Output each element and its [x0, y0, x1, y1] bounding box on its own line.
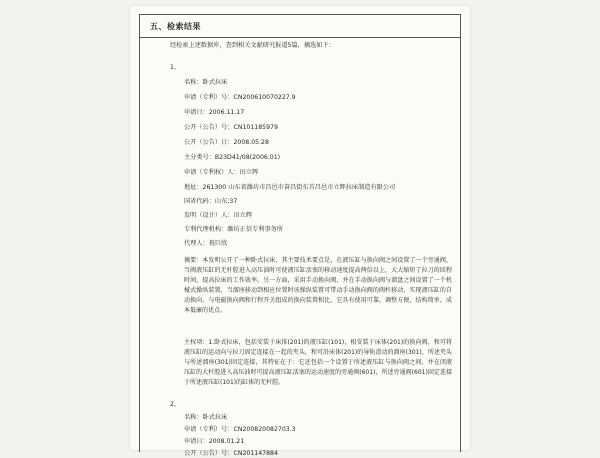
publication-number: 公开（公告）号：CN101185979 — [184, 124, 278, 131]
abstract-paragraph: 摘要：本发明公开了一种卧式拉床，其主要技术要点是，在液压缸与换向阀之间设置了一个旁通阀，当阀液压缸的无杆腔进入高压油时可使液压缸活塞的移动速度提高两倍以上，大大缩短了拉刀的回程时间，提高拉床的工作效率。另一方面，采用手动换向阀，并在手动换向阀与溜盘之间设置了一个机械式操纵装置，当溜座移动到相应位置时该操纵装置可带动手动换向阀的阀杆移动，实现液压缸的自动换向，与电磁换向阀和行程开关组成的换向装置相比，它具有使用可靠，调整方便，结构简单，成本低廉的优点。 — [184, 257, 452, 314]
record-number: 1、 — [170, 64, 181, 71]
record-title: 名称：卧式拉床 — [184, 414, 228, 421]
application-date: 申请日：2006.11.17 — [184, 109, 245, 116]
agency: 专利代理机构：潍坊正信专利事务所 — [184, 226, 283, 233]
province-code: 国省代码：山东;37 — [184, 198, 238, 205]
intro-text: 经检索上述数据库，查到相关文献研究报道5篇，摘选如下： — [170, 42, 335, 49]
main-classification: 主分类号：B23D41/08(2006.01) — [184, 154, 281, 161]
page-frame — [139, 14, 461, 457]
title-divider — [140, 37, 460, 38]
publication-number: 公开（公告）号：CN201147884 — [184, 450, 278, 457]
applicant: 申请（专利权）人：田立辉 — [184, 169, 259, 176]
record-number: 2、 — [170, 401, 181, 408]
claims-paragraph: 主权项：1.卧式拉床，包括安装于床体(201)的液压缸(101)，相安装于床体(201)的换向阀，和可将液压缸的运动向与拉刀固定连接在一起的夹头，和可沿床体(201)的导轨滑动的溜座(301)，所述夹头与所述溜座(301)固定连接，其特征在于：它还包括一个设置于所述液压缸与换向阀之间、并在闭液压缸的大杆腔进入高压油时可提高液压缸活塞的运动速度的旁通阀(601)，所述旁通阀(601)固定连接于所述液压缸(101)的缸体的无杆腔。 — [184, 339, 452, 386]
section-title: 五、检索结果 — [150, 22, 201, 31]
address: 地址：261300 山东省潍坊市昌邑市奋昌街东首昌邑市立辉拉床制造有限公司 — [184, 184, 396, 191]
agent: 代理人：祝巨欣 — [184, 240, 228, 247]
inventor: 发明（设计）人：田立辉 — [184, 212, 253, 219]
publication-date: 公开（公告）日：2008.05.28 — [184, 139, 269, 146]
application-number: 申请（专利）号：CN200820082703.3 — [184, 426, 296, 433]
application-number: 申请（专利）号：CN200610070227.9 — [184, 94, 296, 101]
application-date: 申请日：2008.01.21 — [184, 438, 245, 445]
document-page — [130, 6, 470, 457]
record-title: 名称：卧式拉床 — [184, 79, 228, 86]
